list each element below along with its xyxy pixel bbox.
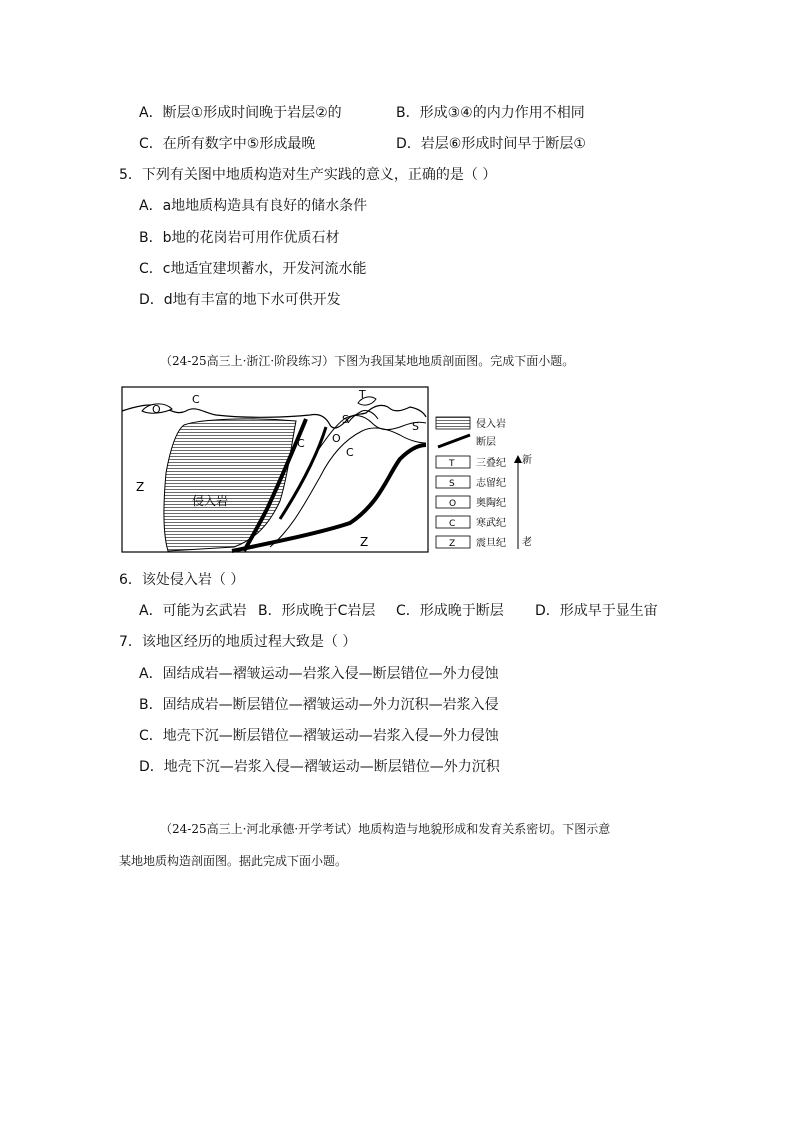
q7-option-a: A．固结成岩—褶皱运动—岩浆入侵—断层错位—外力侵蚀 <box>139 666 499 682</box>
label-c-center: C <box>297 437 305 450</box>
q7-option-b: B．固结成岩—断层错位—褶皱运动—外力沉积—岩浆入侵 <box>139 697 499 713</box>
intro-zhejiang: （24-25高三上·浙江·阶段练习）下图为我国某地地质剖面图。完成下面小题。 <box>160 354 575 368</box>
q7-option-c: C．地壳下沉—断层错位—褶皱运动—岩浆入侵—外力侵蚀 <box>139 728 499 744</box>
label-o-center: O <box>332 432 341 445</box>
legend-t-code: T <box>449 459 455 469</box>
q7-stem: 7．该地区经历的地质过程大致是（ ） <box>119 634 357 650</box>
q7-option-d: D．地壳下沉—岩浆入侵—褶皱运动—断层错位—外力沉积 <box>139 759 500 775</box>
q6-option-c: C．形成晚于断层 <box>396 603 504 619</box>
legend-old-label: 老 <box>522 537 532 548</box>
label-intrusion: 侵入岩 <box>192 494 229 508</box>
legend-o-label: 奥陶纪 <box>476 498 506 509</box>
geologic-cross-section <box>120 383 540 559</box>
legend-z-label: 震旦纪 <box>476 538 506 549</box>
label-s-center: S <box>342 413 349 426</box>
legend-t-label: 三叠纪 <box>476 458 506 469</box>
legend-fault-label: 断层 <box>476 437 496 448</box>
legend-z-code: Z <box>449 539 456 549</box>
q4-option-b: B．形成③④的内力作用不相同 <box>396 105 585 121</box>
intro-hebei-line2: 某地地质构造剖面图。据此完成下面小题。 <box>119 854 348 868</box>
legend-intrusive-swatch <box>436 417 470 429</box>
legend-age-arrowhead <box>514 455 522 463</box>
q6-option-b: B．形成晚于C岩层 <box>258 603 376 619</box>
label-c-right: C <box>346 446 354 459</box>
label-t-top: T <box>359 388 366 401</box>
q5-option-a: A．a地地质构造具有良好的储水条件 <box>139 198 368 214</box>
legend-fault-swatch <box>438 435 470 447</box>
label-o-left: O <box>152 403 161 416</box>
legend-o-code: O <box>449 499 457 509</box>
legend <box>436 417 532 549</box>
label-c-left: C <box>192 393 200 406</box>
legend-new-label: 新 <box>522 455 532 466</box>
q4-option-a: A．断层①形成时间晚于岩层②的 <box>139 105 342 121</box>
q5-option-d: D．d地有丰富的地下水可供开发 <box>139 292 341 308</box>
legend-c-code: C <box>449 519 456 529</box>
intro-hebei-line1: （24-25高三上·河北承德·开学考试）地质构造与地貌形成和发育关系密切。下图示意 <box>160 822 611 836</box>
q6-option-d: D．形成早于显生宙 <box>535 603 658 619</box>
legend-intrusive-label: 侵入岩 <box>476 419 506 430</box>
q6-stem: 6．该处侵入岩（ ） <box>119 572 245 588</box>
label-z-left: Z <box>136 480 145 494</box>
q6-option-a: A．可能为玄武岩 <box>139 603 247 619</box>
label-z-bottom: Z <box>360 535 369 549</box>
legend-s-code: S <box>449 479 455 489</box>
q5-stem: 5．下列有关图中地质构造对生产实践的意义，正确的是（ ） <box>119 167 497 183</box>
legend-c-label: 寒武纪 <box>476 518 506 529</box>
q5-option-b: B．b地的花岗岩可用作优质石材 <box>139 230 340 246</box>
label-s-right: S <box>412 420 419 433</box>
legend-s-label: 志留纪 <box>476 478 506 489</box>
q5-option-c: C．c地适宜建坝蓄水，开发河流水能 <box>139 261 367 277</box>
q4-option-c: C．在所有数字中⑤形成最晚 <box>139 136 316 152</box>
q4-option-d: D．岩层⑥形成时间早于断层① <box>396 136 586 152</box>
